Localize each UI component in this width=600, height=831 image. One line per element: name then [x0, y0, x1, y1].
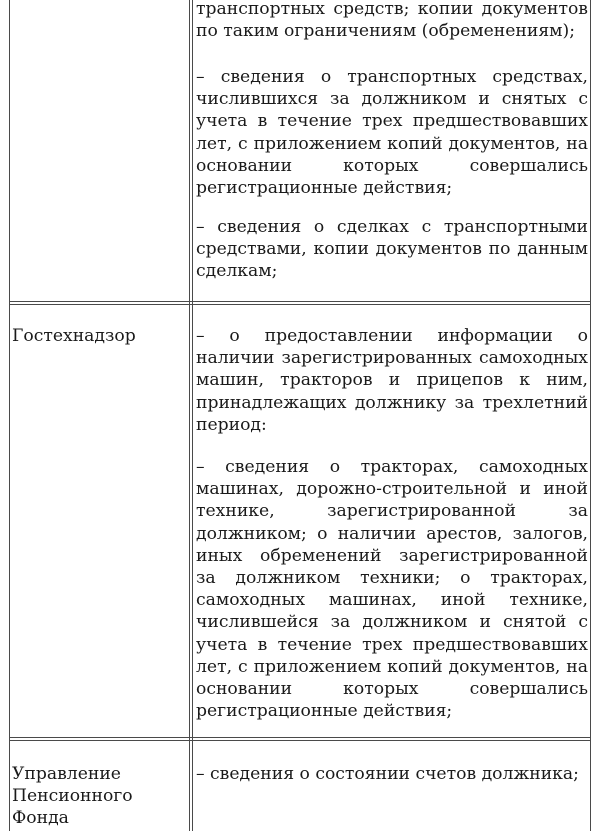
row-label: Гостехнадзор [12, 326, 136, 346]
row-paragraph: – сведения о сделках с транспортными средствами, копии документов по данным сделкам; [196, 217, 588, 282]
row-divider-1b [9, 304, 591, 305]
table-border-left [9, 0, 10, 831]
table-border-middle-a [189, 0, 190, 831]
table-border-middle-b [192, 0, 193, 831]
row-paragraph: транспортных средств; копии документов по таким ограничениям (обременениям); [196, 0, 588, 42]
row-paragraph: – сведения о транспортных средствах, числившихся за должником и снятых с учета в течение трех предшествовавших лет, с приложением копий документов, на основании которых совершались регистрационные действия; [196, 67, 588, 199]
row-paragraph: – сведения о тракторах, самоходных машинах, дорожно-строительной и иной технике, зарегистрированной за должником; о наличии арестов, залогов, иных обременений зарегистрированной за должником техники; о тракторах, самоходных машинах, иной технике, числившейся за должником и снятой с учета в течение трех предшествовавших лет, с приложением копий документов, на основании которых совершались регистрационные действия; [196, 457, 588, 722]
row-paragraph: – о предоставлении информации о наличии зарегистрированных самоходных машин, тракторов и прицепов к ним, принадлежащих должнику за трехлетний период: [196, 326, 588, 435]
row-divider-1a [9, 301, 591, 302]
row-label: Управление Пенсионного Фонда [12, 764, 133, 829]
row-divider-2b [9, 740, 591, 741]
row-divider-2a [9, 737, 591, 738]
row-paragraph: – сведения о состоянии счетов должника; [196, 764, 579, 784]
table-border-right [590, 0, 591, 831]
